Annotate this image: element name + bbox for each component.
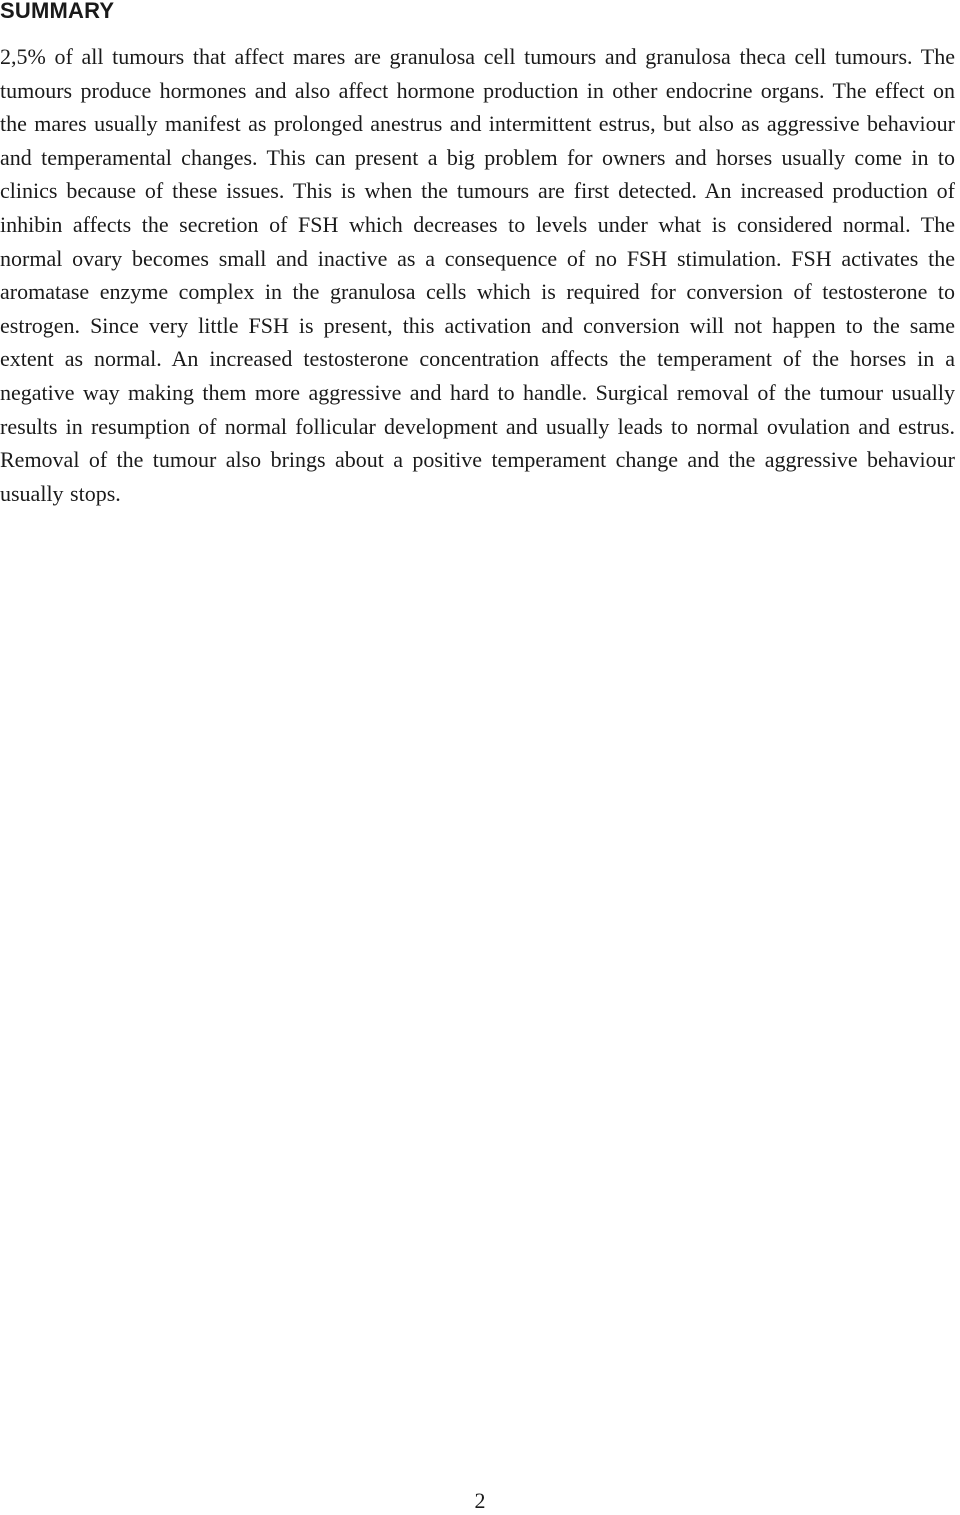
page-number: 2: [474, 1488, 486, 1513]
section-heading: SUMMARY: [0, 0, 115, 23]
summary-paragraph: 2,5% of all tumours that affect mares are granulosa cell tumours and granulosa theca cell tumours. The tumours produce hormones and also affect hormone production in other endocrine organs. The effect on the mares usually manifest as prolonged anestrus and intermittent estrus, but also as aggressive behaviour and temperamental changes. This can present a big problem for owners and horses usually come in to clinics because of these issues. This is when the tumours are first detected. An increased production of inhibin affects the secretion of FSH which decreases to levels under what is considered normal. The normal ovary becomes small and inactive as a consequence of no FSH stimulation. FSH activates the aromatase enzyme complex in the granulosa cells which is required for conversion of testosterone to estrogen. Since very little FSH is present, this activation and conversion will not happen to the same extent as normal. An increased testosterone concentration affects the temperament of the horses in a negative way making them more aggressive and hard to handle. Surgical removal of the tumour usually results in resumption of normal follicular development and usually leads to normal ovulation and estrus. Removal of the tumour also brings about a positive temperament change and the aggressive behaviour usually stops.: [0, 44, 955, 506]
